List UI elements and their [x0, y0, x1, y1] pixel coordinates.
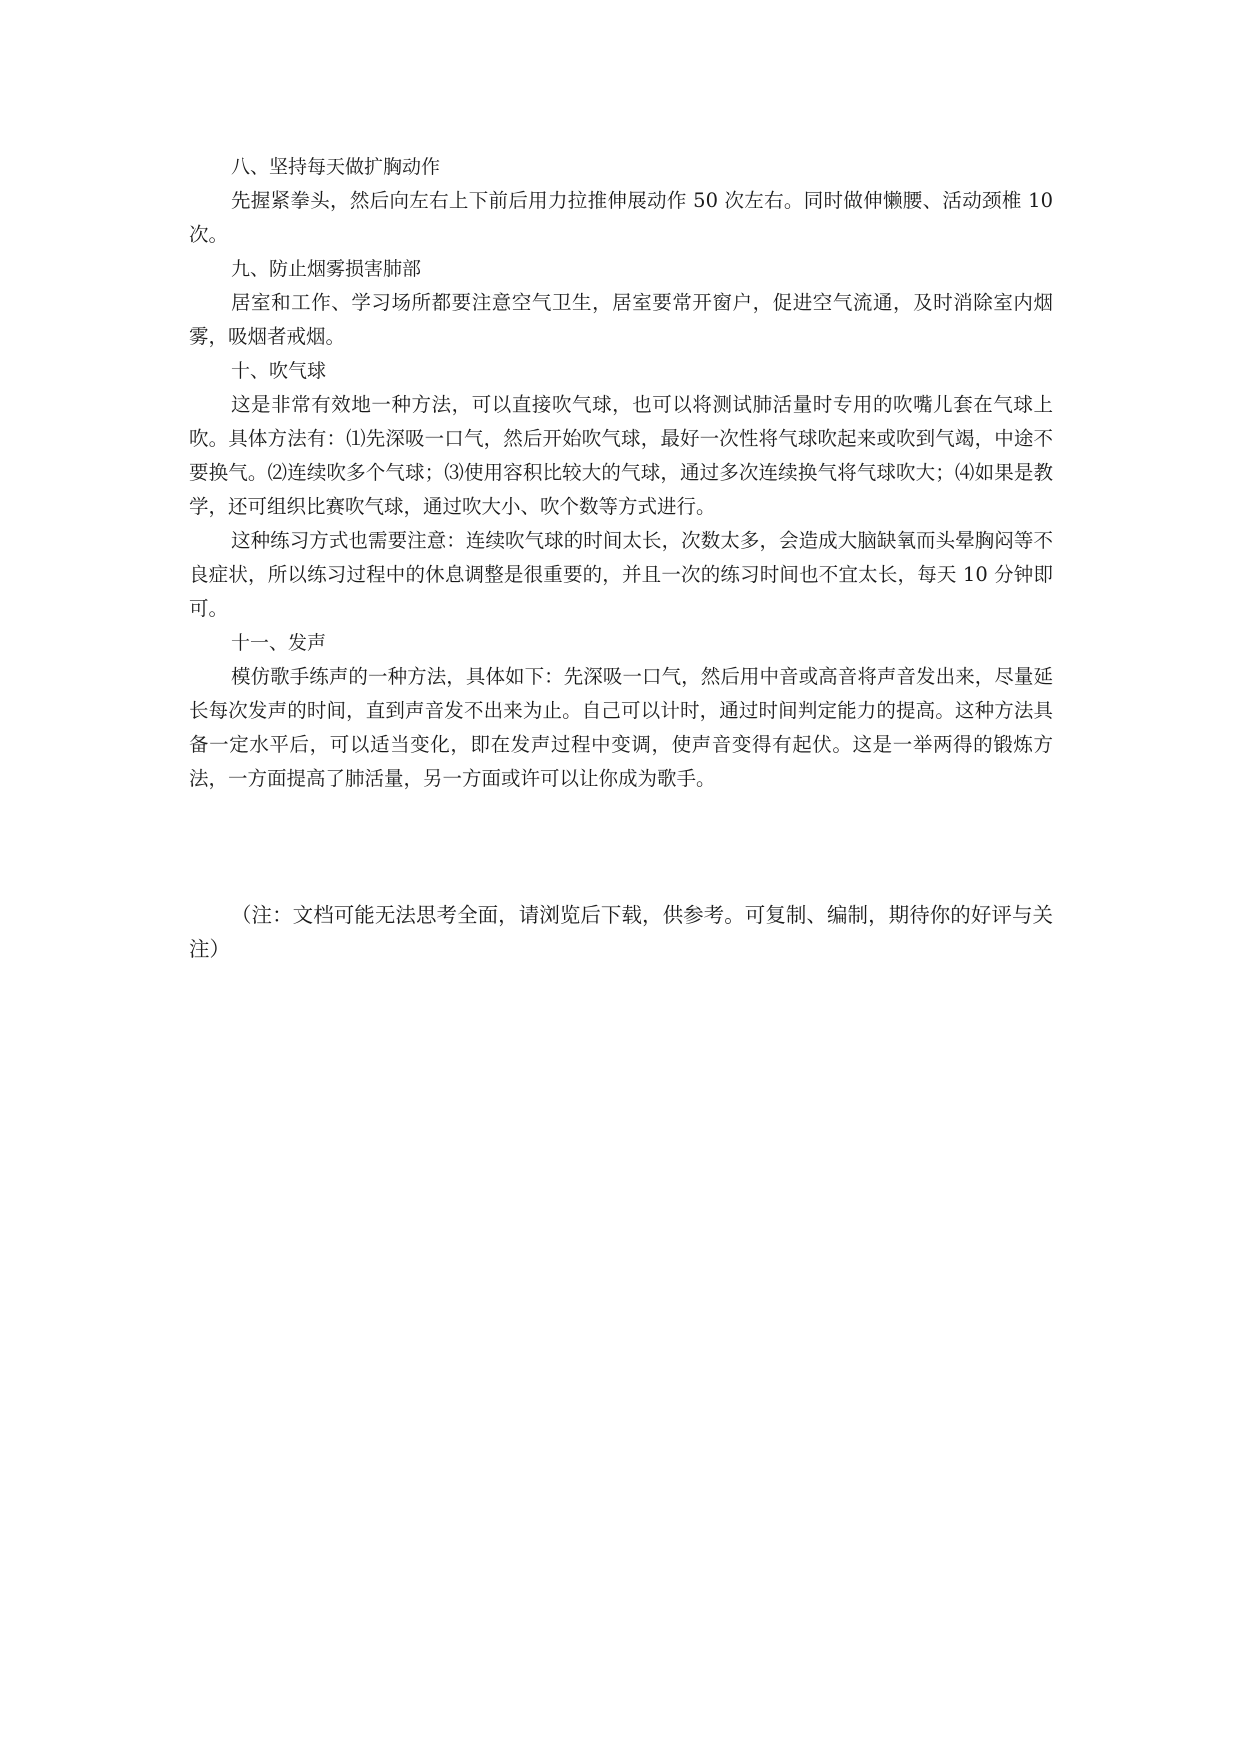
section-heading: 十一、发声	[231, 632, 327, 654]
document-body	[189, 150, 1053, 796]
section-8	[189, 150, 1053, 252]
section-heading: 八、坚持每天做扩胸动作	[231, 156, 441, 178]
section-10	[189, 354, 1053, 626]
section-heading: 十、吹气球	[231, 360, 327, 382]
section-paragraph: 这是非常有效地一种方法，可以直接吹气球，也可以将测试肺活量时专用的吹嘴儿套在气球上吹。具体方法有：⑴先深吸一口气，然后开始吹气球，最好一次性将气球吹起来或吹到气竭，中途不要换气。⑵连续吹多个气球；⑶使用容积比较大的气球，通过多次连续换气将气球吹大；⑷如果是教学，还可组织比赛吹气球，通过吹大小、吹个数等方式进行。	[189, 393, 1053, 518]
section-11	[189, 626, 1053, 796]
section-heading: 九、防止烟雾损害肺部	[231, 258, 422, 280]
section-paragraph: 先握紧拳头，然后向左右上下前后用力拉推伸展动作 50 次左右。同时做伸懒腰、活动颈椎 10 次。	[189, 189, 1053, 246]
footer-note: （注：文档可能无法思考全面，请浏览后下载，供参考。可复制、编制，期待你的好评与关注）	[189, 903, 1053, 961]
section-paragraph: 模仿歌手练声的一种方法，具体如下：先深吸一口气，然后用中音或高音将声音发出来，尽量延长每次发声的时间，直到声音发不出来为止。自己可以计时，通过时间判定能力的提高。这种方法具备一定水平后，可以适当变化，即在发声过程中变调，使声音变得有起伏。这是一举两得的锻炼方法，一方面提高了肺活量，另一方面或许可以让你成为歌手。	[189, 665, 1053, 790]
section-9	[189, 252, 1053, 354]
section-paragraph: 居室和工作、学习场所都要注意空气卫生，居室要常开窗户，促进空气流通，及时消除室内烟雾，吸烟者戒烟。	[189, 291, 1053, 348]
section-paragraph: 这种练习方式也需要注意：连续吹气球的时间太长，次数太多，会造成大脑缺氧而头晕胸闷等不良症状，所以练习过程中的休息调整是很重要的，并且一次的练习时间也不宜太长，每天 10 分钟即可。	[189, 529, 1053, 620]
